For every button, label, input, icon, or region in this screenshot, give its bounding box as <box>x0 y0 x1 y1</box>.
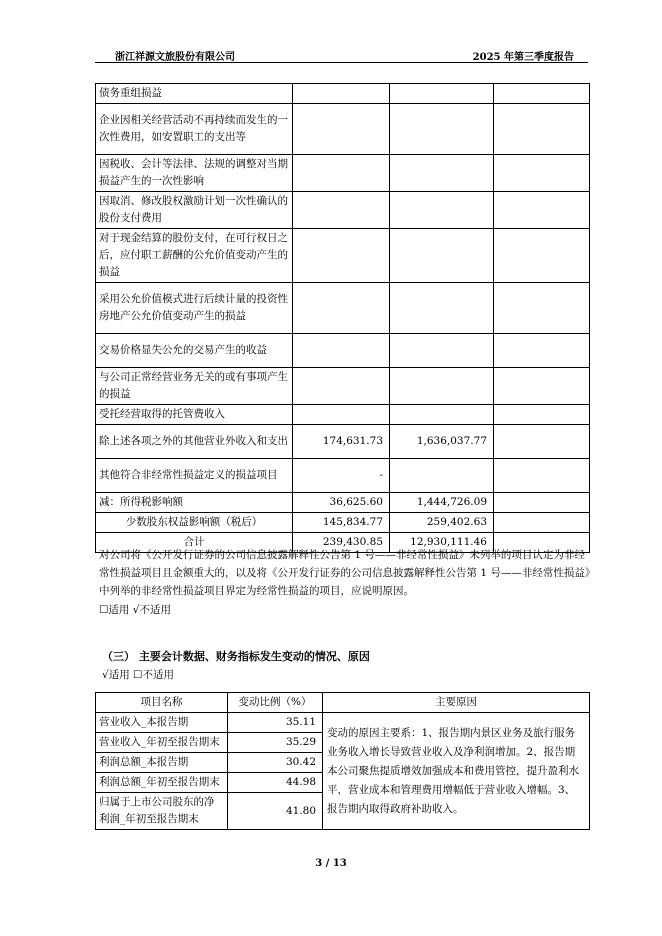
current-period-cell: 36,625.60 <box>293 493 390 513</box>
note-cell <box>494 229 590 283</box>
current-period-cell: - <box>293 459 390 493</box>
note-cell <box>494 459 590 493</box>
note-cell <box>494 334 590 368</box>
column-header: 项目名称 <box>96 693 228 713</box>
table-row <box>96 192 590 229</box>
table-row <box>96 104 590 155</box>
item-cell: 利润总额_年初至报告期末 <box>96 773 228 793</box>
ytd-cell: 12,930,111.46 <box>390 533 494 553</box>
current-period-cell: 239,430.85 <box>293 533 390 553</box>
ytd-cell: 259,402.63 <box>390 513 494 533</box>
note-cell <box>494 368 590 405</box>
ytd-cell <box>390 104 494 155</box>
table-row <box>96 493 590 513</box>
company-name: 浙江祥源文旅股份有限公司 <box>115 52 235 63</box>
ytd-cell <box>390 405 494 425</box>
item-cell: 合计 <box>96 533 293 553</box>
ytd-cell <box>390 192 494 229</box>
current-period-cell <box>293 192 390 229</box>
note-cell <box>494 104 590 155</box>
note-cell <box>494 513 590 533</box>
ratio-cell: 35.29 <box>228 733 323 753</box>
item-cell: 交易价格显失公允的交易产生的收益 <box>96 334 293 368</box>
section-title: （三） 主要会计数据、财务指标发生变动的情况、原因 <box>102 650 370 663</box>
note-cell <box>494 493 590 513</box>
item-cell: 营业收入_本报告期 <box>96 713 228 733</box>
ytd-cell: 1,636,037.77 <box>390 425 494 459</box>
explanation-paragraph: 对公司将《公开发行证券的公司信息披露解释性公告第 1 号——非经常性损益》未列举的项目认定为非经常性损益项目且金额重大的，以及将《公开发行证券的公司信息披露解释性公告第 1 号——非经常性损益》中列举的非经常性损益项目界定为经常性损益的项目，应说明原因。 <box>99 549 591 597</box>
ytd-cell <box>390 334 494 368</box>
ratio-cell: 30.42 <box>228 753 323 773</box>
item-cell: 因取消、修改股权激励计划一次性确认的股份支付费用 <box>96 192 293 229</box>
note-cell <box>494 192 590 229</box>
change-analysis-table <box>95 692 590 830</box>
current-period-cell: 174,631.73 <box>293 425 390 459</box>
item-cell: 营业收入_年初至报告期末 <box>96 733 228 753</box>
ytd-cell <box>390 368 494 405</box>
item-cell: 少数股东权益影响额（税后） <box>96 513 293 533</box>
current-period-cell: 145,834.77 <box>293 513 390 533</box>
current-period-cell <box>293 229 390 283</box>
current-period-cell <box>293 368 390 405</box>
table-row <box>96 84 590 104</box>
table-row <box>96 334 590 368</box>
current-period-cell <box>293 283 390 334</box>
note-cell <box>494 155 590 192</box>
current-period-cell <box>293 155 390 192</box>
ytd-cell: 1,444,726.09 <box>390 493 494 513</box>
applicability-note: ☐适用 √不适用 <box>99 604 171 616</box>
non-recurring-items-table <box>95 83 590 553</box>
item-cell: 归属于上市公司股东的净利润_年初至报告期末 <box>96 793 228 830</box>
table-row <box>96 713 590 733</box>
item-cell: 其他符合非经常性损益定义的损益项目 <box>96 459 293 493</box>
table-row <box>96 155 590 192</box>
ytd-cell <box>390 459 494 493</box>
report-title: 2025 年第三季度报告 <box>472 52 574 63</box>
table-row <box>96 425 590 459</box>
item-cell: 减：所得税影响额 <box>96 493 293 513</box>
item-cell: 除上述各项之外的其他营业外收入和支出 <box>96 425 293 459</box>
ytd-cell <box>390 283 494 334</box>
page-number: 3 / 13 <box>315 858 347 869</box>
table-row <box>96 229 590 283</box>
note-cell <box>494 425 590 459</box>
item-cell: 与公司正常经营业务无关的或有事项产生的损益 <box>96 368 293 405</box>
table-row <box>96 368 590 405</box>
item-cell: 利润总额_本报告期 <box>96 753 228 773</box>
ytd-cell <box>390 229 494 283</box>
column-header: 主要原因 <box>323 693 590 713</box>
ratio-cell: 35.11 <box>228 713 323 733</box>
ytd-cell <box>390 84 494 104</box>
table-row <box>96 405 590 425</box>
item-cell: 对于现金结算的股份支付，在可行权日之后，应付职工薪酬的公允价值变动产生的损益 <box>96 229 293 283</box>
item-cell: 企业因相关经营活动不再持续而发生的一次性费用，如安置职工的支出等 <box>96 104 293 155</box>
current-period-cell <box>293 104 390 155</box>
section-applicability: √适用 ☐不适用 <box>102 669 174 681</box>
item-cell: 因税收、会计等法律、法规的调整对当期损益产生的一次性影响 <box>96 155 293 192</box>
column-header: 变动比例（%） <box>228 693 323 713</box>
ytd-cell <box>390 155 494 192</box>
page-header <box>95 46 588 63</box>
item-cell: 受托经营取得的托管费收入 <box>96 405 293 425</box>
note-cell <box>494 405 590 425</box>
current-period-cell <box>293 405 390 425</box>
note-cell <box>494 283 590 334</box>
table-header-row <box>96 693 590 713</box>
ratio-cell: 44.98 <box>228 773 323 793</box>
table-row <box>96 513 590 533</box>
table-row <box>96 459 590 493</box>
current-period-cell <box>293 84 390 104</box>
note-cell <box>494 84 590 104</box>
ratio-cell: 41.80 <box>228 793 323 830</box>
reason-cell: 变动的原因主要系：1、报告期内景区业务及旅行服务业务收入增长导致营业收入及净利润增加。2、报告期本公司聚焦提质增效加强成本和费用管控，提升盈利水平，营业成本和管理费用增幅低于营业收入增幅。3、报告期内取得政府补助收入。 <box>323 713 590 830</box>
table-row <box>96 283 590 334</box>
current-period-cell <box>293 334 390 368</box>
item-cell: 债务重组损益 <box>96 84 293 104</box>
item-cell: 采用公允价值模式进行后续计量的投资性房地产公允价值变动产生的损益 <box>96 283 293 334</box>
